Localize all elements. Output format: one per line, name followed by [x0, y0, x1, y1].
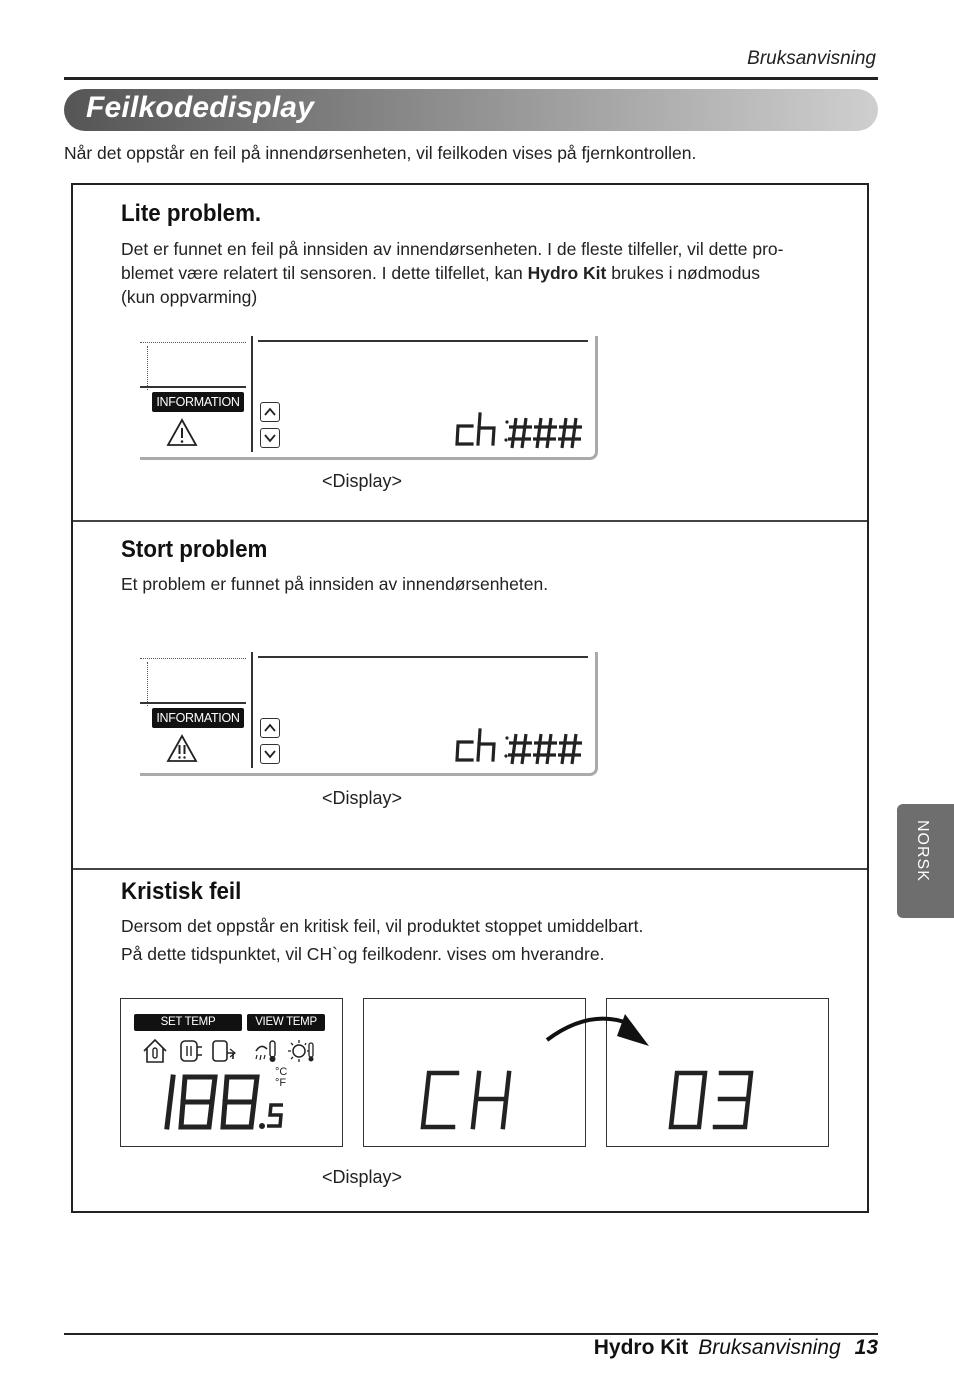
footer — [594, 1336, 878, 1360]
text-segment: brukes i nødmodus — [606, 263, 761, 283]
sun-icon — [287, 1037, 317, 1065]
lcd-display-major — [140, 652, 598, 778]
section-text-major: Et problem er funnet på innsiden av innendørsenheten. — [121, 574, 549, 594]
warning-double-exclamation-icon — [166, 734, 198, 764]
error-code-segments — [452, 408, 592, 452]
down-arrow-icon — [260, 428, 280, 448]
unit-fahrenheit: °F — [275, 1077, 287, 1089]
language-tab — [897, 804, 954, 918]
section-title-critical: Kristisk feil — [121, 878, 242, 905]
segment-digits-03 — [665, 1067, 765, 1133]
display-caption: <Display> — [322, 1167, 403, 1187]
section-title-major: Stort problem — [121, 536, 268, 563]
brand-name: Hydro Kit — [527, 263, 607, 283]
view-temp-badge: VIEW TEMP — [247, 1014, 325, 1031]
footer-rule — [64, 1333, 878, 1335]
up-arrow-icon — [260, 718, 280, 738]
text-line: Det er funnet en feil på innsiden av innendørsenheten. I de fleste tilfeller, vil dette pro- — [121, 239, 784, 259]
curved-arrow-icon — [545, 1010, 655, 1050]
lcd-display-minor — [140, 336, 598, 462]
intro-text: Når det oppstår en feil på innendørsenheten, vil feilkoden vises på fjernkontrollen. — [64, 143, 697, 163]
header-doc-label: Bruksanvisning — [747, 48, 876, 69]
text-line: På dette tidspunktet, vil CH`og feilkodenr. vises om hverandre. — [121, 944, 605, 964]
text-line: Dersom det oppstår en kritisk feil, vil produktet stoppet umiddelbart. — [121, 916, 644, 936]
footer-brand: Hydro Kit — [593, 1336, 689, 1359]
page-title: Feilkodedisplay — [86, 91, 315, 124]
title-bar — [64, 89, 878, 131]
text-line: (kun oppvarming) — [121, 287, 258, 307]
section-text-minor — [121, 237, 783, 309]
language-tab-label: NORSK — [914, 820, 931, 882]
section-title-minor: Lite problem. — [121, 200, 262, 227]
information-badge: INFORMATION — [152, 708, 244, 728]
header-rule — [64, 77, 878, 80]
set-temp-badge: SET TEMP — [134, 1014, 242, 1031]
warning-triangle-icon — [166, 418, 198, 448]
shower-thermometer-icon — [253, 1037, 281, 1065]
lcd-full-display — [120, 998, 343, 1147]
section-text-critical — [121, 914, 643, 966]
text-line — [121, 261, 783, 285]
segment-text-ch — [419, 1067, 519, 1133]
text-segment: blemet være relatert til sensoren. I dette tilfellet, kan — [121, 263, 528, 283]
house-thermometer-icon — [141, 1037, 171, 1065]
water-tank-icon — [177, 1037, 205, 1065]
segment-digits-188-5 — [159, 1071, 299, 1135]
up-arrow-icon — [260, 402, 280, 422]
information-badge: INFORMATION — [152, 392, 244, 412]
page-number: 13 — [854, 1336, 878, 1359]
section-divider — [73, 520, 867, 522]
down-arrow-icon — [260, 744, 280, 764]
unit-celsius: °C — [275, 1066, 288, 1078]
faucet-icon — [209, 1037, 237, 1065]
error-code-segments — [452, 724, 592, 768]
footer-doc: Bruksanvisning — [698, 1336, 841, 1359]
display-caption: <Display> — [322, 471, 403, 491]
section-divider — [73, 868, 867, 870]
display-caption: <Display> — [322, 788, 403, 808]
